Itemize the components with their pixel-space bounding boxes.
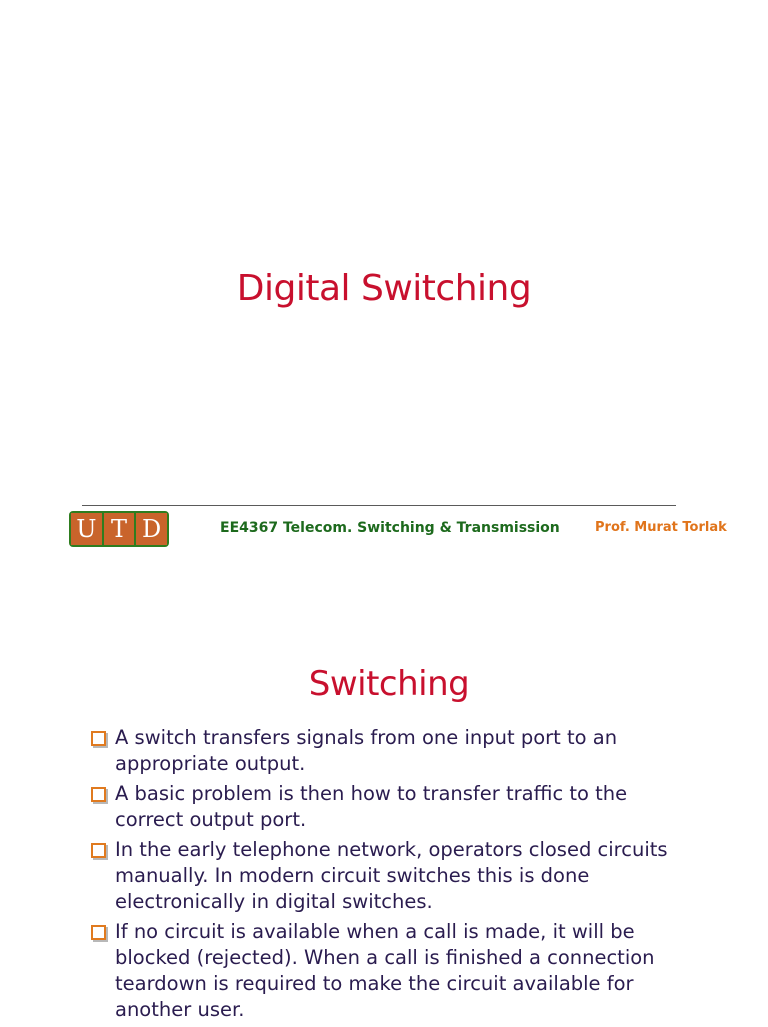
bullet-item [88, 781, 688, 833]
bullet-item [88, 837, 688, 915]
hollow-square-bullet-icon [91, 843, 106, 858]
footer-divider [82, 505, 676, 506]
hollow-square-bullet-icon [91, 787, 106, 802]
bullet-item [88, 725, 688, 777]
logo-letter-u: U [71, 513, 102, 545]
utd-logo [69, 511, 169, 547]
hollow-square-bullet-icon [91, 925, 106, 940]
hollow-square-bullet-icon [91, 731, 106, 746]
logo-letter-t: T [104, 513, 135, 545]
professor-name: Prof. Murat Torlak [595, 520, 727, 535]
slide-title: Digital Switching [236, 268, 532, 309]
switching-slide [0, 600, 768, 1024]
bullet-text: In the early telephone network, operators closed circuits manually. In modern circuit switches this is done electronically in digital switches. [115, 838, 668, 913]
bullet-list [88, 725, 688, 1027]
bullet-item [88, 919, 688, 1023]
bullet-text: A basic problem is then how to transfer traffic to the correct output port. [115, 782, 628, 831]
course-name: EE4367 Telecom. Switching & Transmission [220, 520, 560, 536]
bullet-text: If no circuit is available when a call is made, it will be blocked (rejected). When a call is finished a connection teardown is required to make the circuit available for another user. [115, 920, 655, 1021]
bullet-text: A switch transfers signals from one input port to an appropriate output. [115, 726, 618, 775]
logo-letter-d: D [136, 513, 167, 545]
slide-title: Switching [308, 664, 470, 704]
